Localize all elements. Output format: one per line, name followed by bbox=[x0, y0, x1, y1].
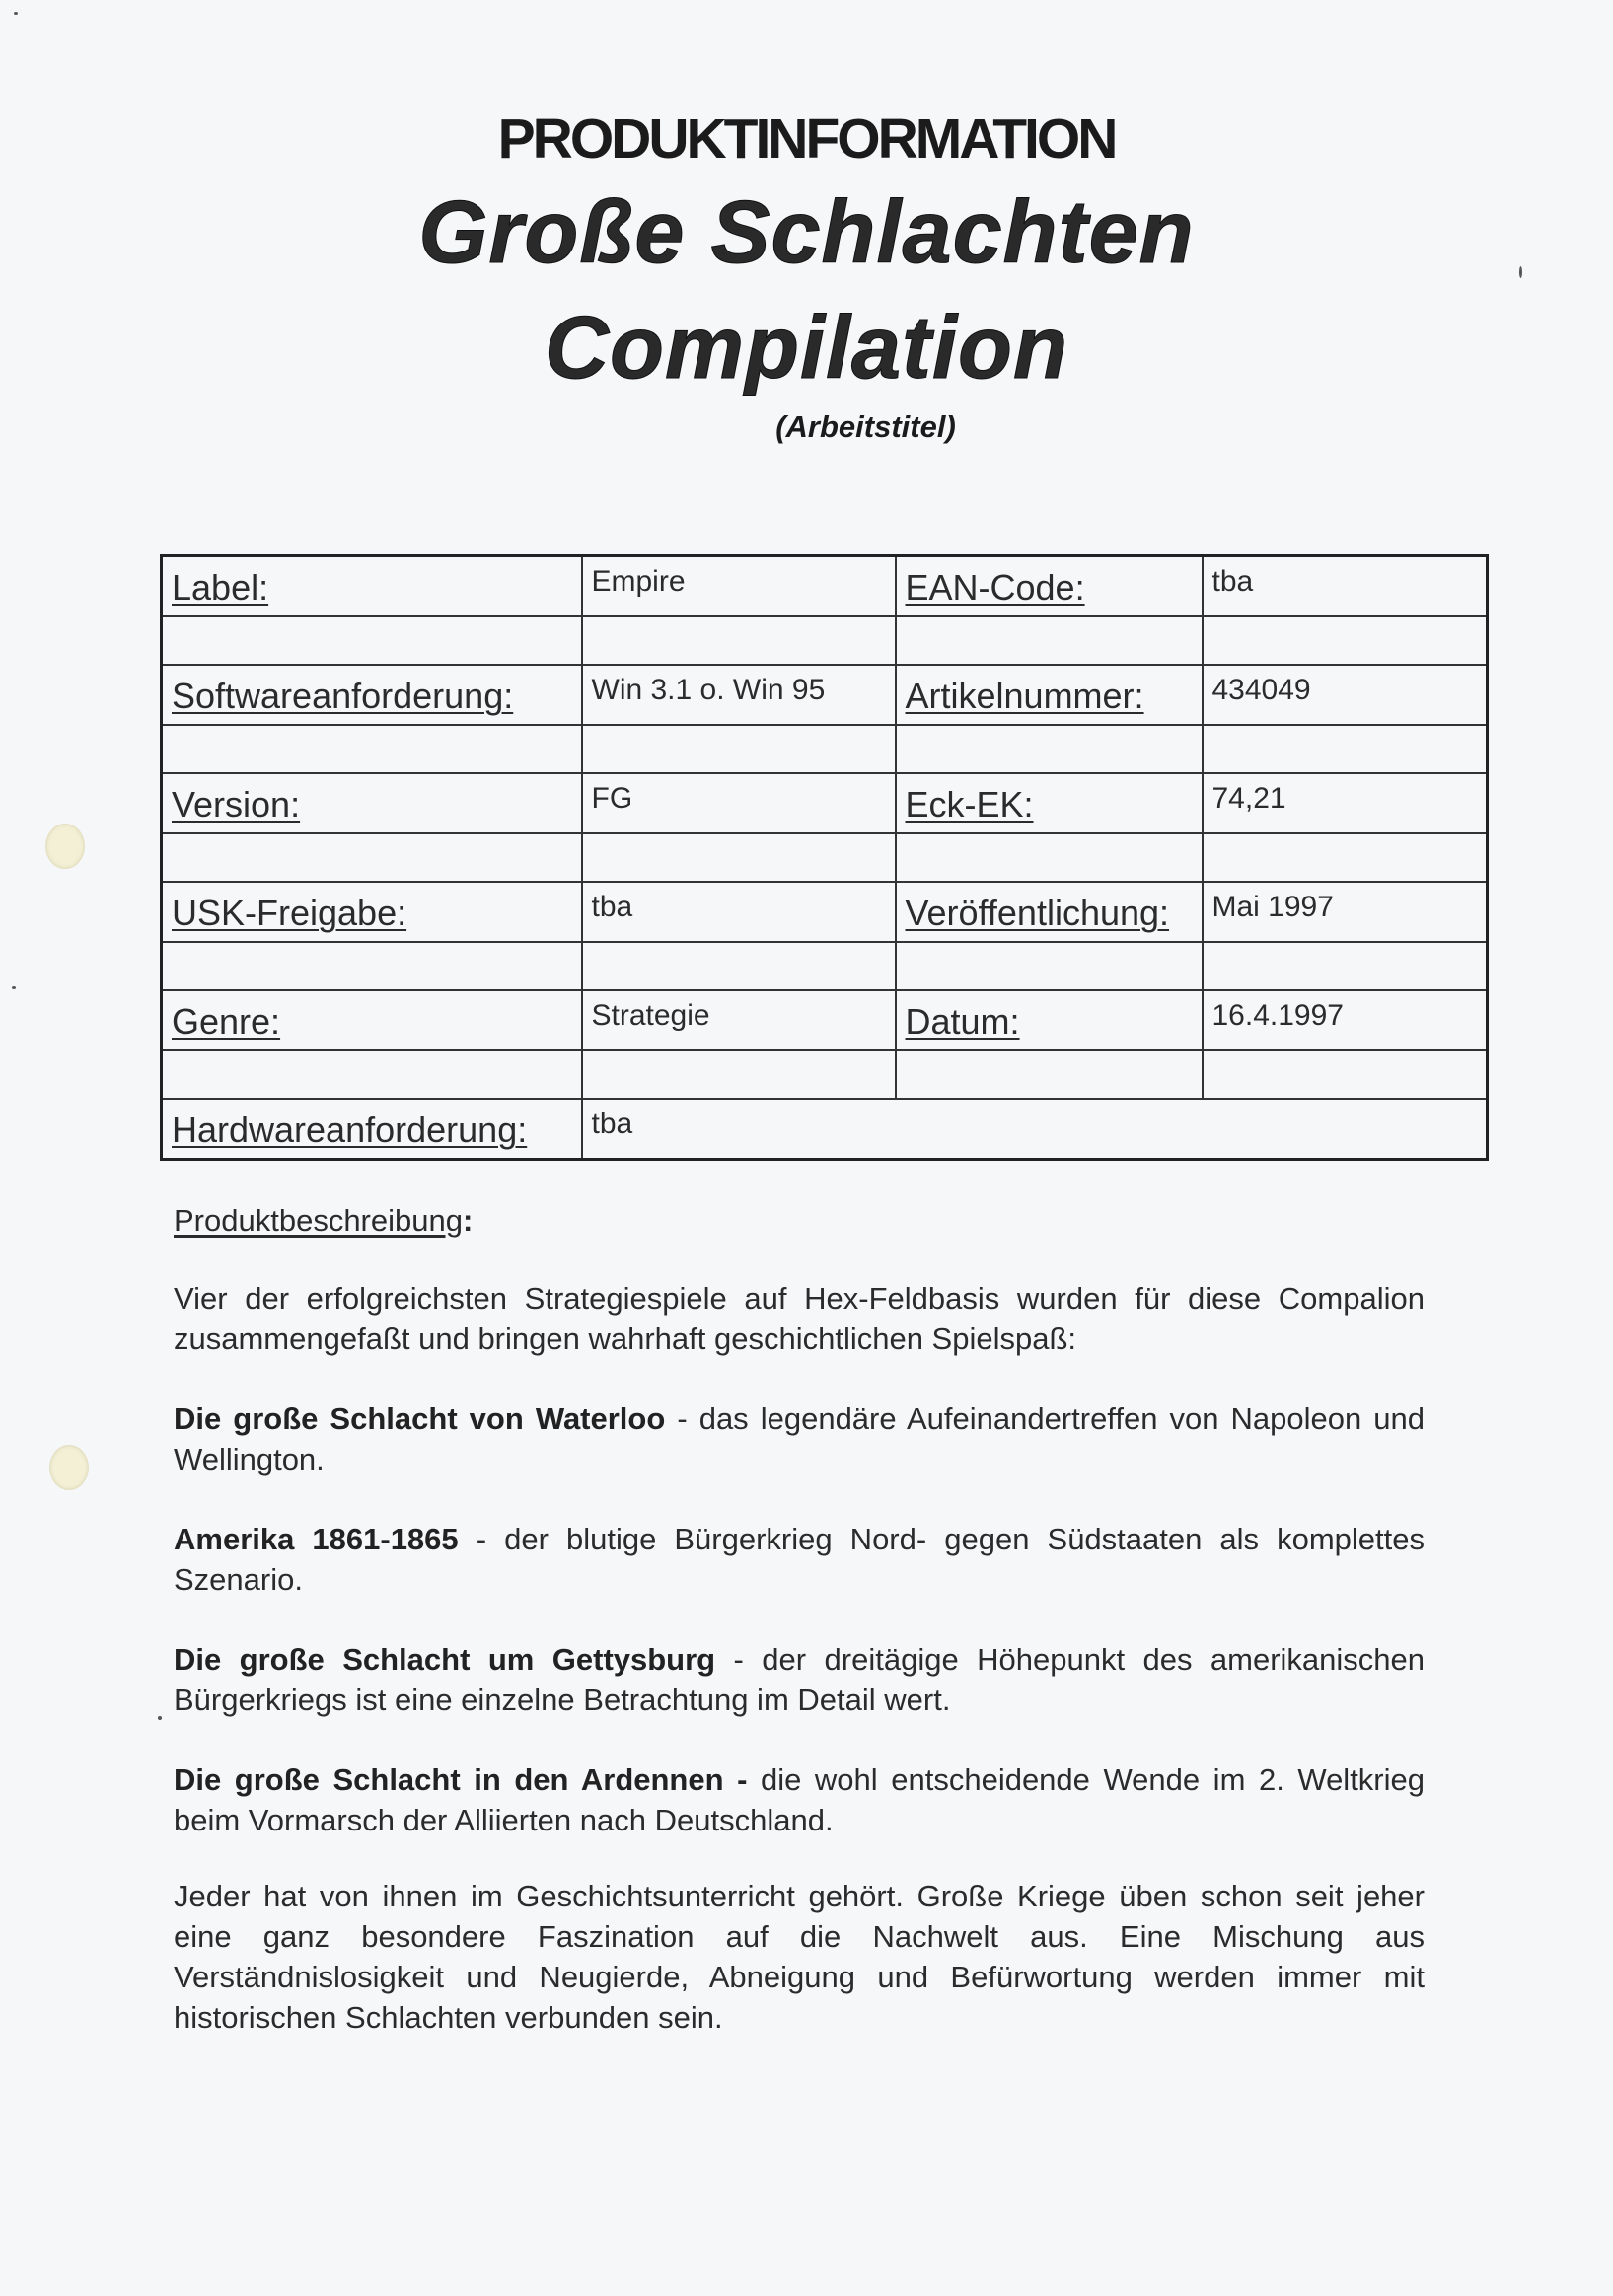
softwareanforderung-value: Win 3.1 o. Win 95 bbox=[582, 665, 896, 725]
table-row bbox=[162, 665, 1488, 725]
genre-label: Genre: bbox=[162, 990, 582, 1050]
usk-freigabe-value: tba bbox=[582, 882, 896, 942]
version-value: FG bbox=[582, 773, 896, 833]
game-title: Die große Schlacht von Waterloo bbox=[174, 1401, 666, 1436]
description-heading-colon: : bbox=[462, 1203, 474, 1238]
hardwareanforderung-label: Hardwareanforderung: bbox=[162, 1099, 582, 1160]
game-text: - das legendäre Aufeinandertreffen von Napoleon und Wellington. bbox=[174, 1401, 1425, 1476]
eck-ek-label: Eck-EK: bbox=[896, 773, 1203, 833]
punch-hole bbox=[49, 1445, 89, 1490]
product-info-table bbox=[160, 554, 1489, 1161]
description-heading-text: Produktbeschreibung bbox=[174, 1203, 463, 1238]
scan-speck bbox=[14, 12, 18, 15]
veroeffentlichung-label: Veröffentlichung: bbox=[896, 882, 1203, 942]
description-heading bbox=[174, 1203, 473, 1239]
game-text: - der blutige Bürgerkrieg Nord- gegen Südstaaten als komplettes Szenario. bbox=[174, 1522, 1426, 1597]
title-line-1: Große Schlachten bbox=[418, 183, 1195, 282]
game-item-ardennen bbox=[174, 1759, 1425, 1840]
ean-code-label: EAN-Code: bbox=[896, 556, 1203, 617]
game-item-amerika bbox=[174, 1519, 1425, 1600]
datum-label: Datum: bbox=[896, 990, 1203, 1050]
softwareanforderung-label: Softwareanforderung: bbox=[162, 665, 582, 725]
datum-value: 16.4.1997 bbox=[1203, 990, 1488, 1050]
punch-hole bbox=[45, 824, 85, 869]
scan-speck bbox=[12, 986, 16, 989]
eck-ek-value: 74,21 bbox=[1203, 773, 1488, 833]
table-row bbox=[162, 1099, 1488, 1160]
label-field-value: Empire bbox=[582, 556, 896, 617]
title-line-2: Compilation bbox=[545, 299, 1068, 397]
table-row bbox=[162, 556, 1488, 617]
scan-speck bbox=[158, 1716, 162, 1720]
hardwareanforderung-value: tba bbox=[582, 1099, 1488, 1160]
table-row bbox=[162, 882, 1488, 942]
table-spacer-row bbox=[162, 1050, 1488, 1099]
version-label: Version: bbox=[162, 773, 582, 833]
label-field-label: Label: bbox=[162, 556, 582, 617]
description-intro: Vier der erfolgreichsten Strategiespiele auf Hex-Feldbasis wurden für diese Compalion zusammengefaßt und bringen wahrhaft geschichtlichen Spielspaß: bbox=[174, 1281, 1425, 1356]
game-item-gettysburg bbox=[174, 1639, 1425, 1720]
document-kicker: PRODUKTINFORMATION bbox=[497, 108, 1116, 171]
description-closing: Jeder hat von ihnen im Geschichtsunterricht gehört. Große Kriege üben schon seit jeher eine ganz besondere Faszination auf die Nachwelt aus. Eine Mischung aus Verständnislosigkeit und Neugierde, Abneigung und Befürwortung werden immer mit historischen Schlachten verbunden sein. bbox=[174, 1879, 1425, 2035]
table-spacer-row bbox=[162, 942, 1488, 990]
working-title-note: (Arbeitstitel) bbox=[775, 409, 956, 444]
artikelnummer-value: 434049 bbox=[1203, 665, 1488, 725]
table-row bbox=[162, 773, 1488, 833]
table-spacer-row bbox=[162, 616, 1488, 665]
genre-value: Strategie bbox=[582, 990, 896, 1050]
game-item-waterloo bbox=[174, 1399, 1425, 1479]
game-text: - der dreitägige Höhepunkt des amerikanischen Bürgerkriegs ist eine einzelne Betrachtung im Detail wert. bbox=[174, 1642, 1425, 1717]
table-row bbox=[162, 990, 1488, 1050]
game-title: Amerika 1861-1865 bbox=[174, 1522, 459, 1556]
ean-code-value: tba bbox=[1203, 556, 1488, 617]
game-title: Die große Schlacht in den Ardennen - bbox=[174, 1762, 748, 1797]
game-title: Die große Schlacht um Gettysburg bbox=[174, 1642, 716, 1677]
usk-freigabe-label: USK-Freigabe: bbox=[162, 882, 582, 942]
scan-speck bbox=[1519, 266, 1522, 278]
veroeffentlichung-value: Mai 1997 bbox=[1203, 882, 1488, 942]
table-spacer-row bbox=[162, 833, 1488, 882]
game-text: die wohl entscheidende Wende im 2. Weltkrieg beim Vormarsch der Alliierten nach Deutschland. bbox=[174, 1762, 1425, 1837]
artikelnummer-label: Artikelnummer: bbox=[896, 665, 1203, 725]
table-spacer-row bbox=[162, 725, 1488, 773]
